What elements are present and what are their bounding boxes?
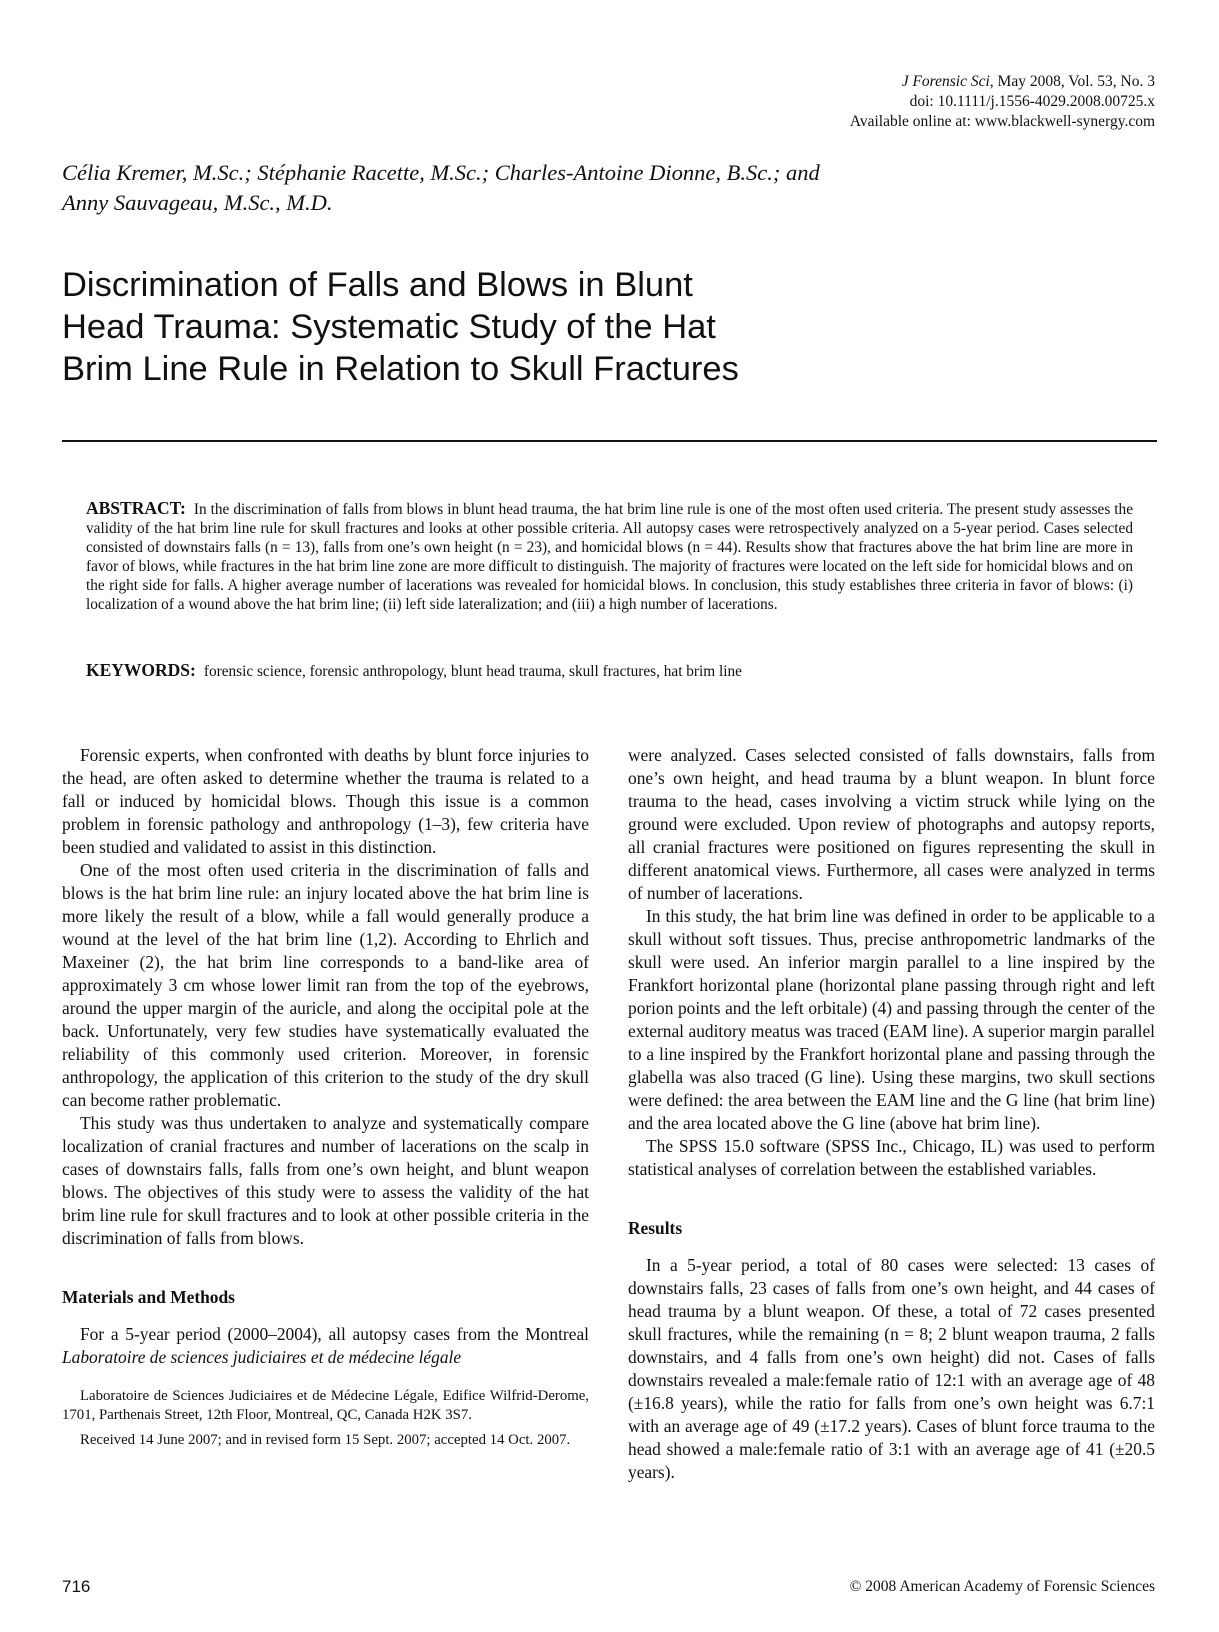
received-footnote: Received 14 June 2007; and in revised form 15 Sept. 2007; accepted 14 Oct. 2007. — [80, 1432, 571, 1448]
keywords-text: forensic science, forensic anthropology, blunt head trauma, skull fractures, hat brim line — [203, 663, 742, 680]
title-line-1: Discrimination of Falls and Blows in Blunt — [62, 266, 693, 304]
page-number: 716 — [62, 1577, 91, 1596]
abstract-text: In the discrimination of falls from blows in blunt head trauma, the hat brim line rule is one of the most often used criteria. The present study assesses the validity of the hat brim line rule for skull fractures and looks at other possible criteria. All autopsy cases were retrospectively analyzed on a 5-year period. Cases selected consisted of downstairs falls (n = 13), falls from one’s own height (n = 23), and homicidal blows (n = 44). Results show that fractures above the hat brim line are more in favor of blows, while fractures in the hat brim line zone are more difficult to distinguish. The majority of fractures were located on the left side for homicidal blows and on the right side for falls. A higher average number of lacerations was revealed for homicidal blows. In conclusion, this study establishes three criteria in favor of blows: (i) localization of a wound above the hat brim line; (ii) left side lateralization; and (iii) a high number of lacerations. — [86, 501, 1133, 613]
journal-name: J Forensic Sci, — [901, 73, 994, 90]
author-list — [62, 158, 1062, 218]
abstract — [86, 499, 1133, 614]
methods-text: For a 5-year period (2000–2004), all autopsy cases from the Montreal — [80, 1324, 589, 1344]
journal-header — [850, 72, 1155, 132]
methods-paragraph-1 — [62, 1323, 589, 1369]
affiliation-footnote: Laboratoire de Sciences Judiciaires et de Médecine Légale, Edifice Wilfrid-Derome, 1701, Parthenais Street, 12th Floor, Montreal, QC, Canada H2K 3S7. — [62, 1388, 589, 1423]
doi: doi: 10.1111/j.1556-4029.2008.00725.x — [909, 93, 1155, 110]
copyright: © 2008 American Academy of Forensic Sciences — [849, 1578, 1155, 1595]
author-line-1: Célia Kremer, M.Sc.; Stéphanie Racette, M.Sc.; Charles-Antoine Dionne, B.Sc.; and — [62, 160, 820, 185]
online-availability: Available online at: www.blackwell-synergy.com — [849, 113, 1155, 130]
title-line-3: Brim Line Rule in Relation to Skull Fractures — [62, 350, 739, 388]
keywords — [86, 660, 1133, 682]
author-line-2: Anny Sauvageau, M.Sc., M.D. — [62, 190, 333, 215]
methods-heading: Materials and Methods — [62, 1287, 235, 1307]
laboratory-name: Laboratoire de sciences judiciaires et de médecine légale — [62, 1347, 462, 1367]
methods-paragraph-3: The SPSS 15.0 software (SPSS Inc., Chicago, IL) was used to perform statistical analyses of correlation between the established variables. — [628, 1136, 1155, 1179]
right-column — [628, 744, 1155, 1484]
intro-paragraph-2: One of the most often used criteria in the discrimination of falls and blows is the hat brim line rule: an injury located above the hat brim line is more likely the result of a blow, while a fall would generally produce a wound at the level of the hat brim line (1,2). According to Ehrlich and Maxeiner (2), the hat brim line corresponds to a band-like area of approximately 3 cm whose lower limit ran from the top of the eyebrows, around the upper margin of the auricle, and along the occipital pole at the back. Unfortunately, very few studies have systematically evaluated the reliability of this commonly used criterion. Moreover, in forensic anthropology, the application of this criterion to the study of the dry skull can become rather problematic. — [62, 860, 589, 1110]
left-column — [62, 744, 589, 1450]
abstract-label: ABSTRACT: — [86, 498, 186, 518]
intro-paragraph-1: Forensic experts, when confronted with deaths by blunt force injuries to the head, are often asked to determine whether the trauma is related to a fall or induced by homicidal blows. Though this issue is a common problem in forensic pathology and anthropology (1–3), few criteria have been studied and validated to assist in this distinction. — [62, 745, 589, 857]
methods-paragraph-continued: were analyzed. Cases selected consisted of falls downstairs, falls from one’s own height, and head trauma by a blunt weapon. In blunt force trauma to the head, cases involving a victim struck while lying on the ground were excluded. Upon review of photographs and autopsy reports, all cranial fractures were positioned on figures representing the skull in different anatomical views. Furthermore, all cases were analyzed in terms of number of lacerations. — [628, 745, 1155, 903]
journal-citation — [850, 72, 1155, 92]
keywords-label: KEYWORDS: — [86, 660, 196, 680]
results-paragraph-1: In a 5-year period, a total of 80 cases were selected: 13 cases of downstairs falls, 23 cases of falls from one’s own height, and 44 cases of head trauma by a blunt weapon. Of these, a total of 72 cases presented skull fractures, while the remaining (n = 8; 2 blunt weapon trauma, 2 falls downstairs, and 4 falls from one’s own height) did not. Cases of falls downstairs revealed a male:female ratio of 12:1 with an average age of 48 (±16.8 years), while the ratio for falls from one’s own height was 6.7:1 with an average age of 49 (±17.2 years). Cases of blunt force trauma to the head showed a male:female ratio of 3:1 with an average age of 41 (±20.5 years). — [628, 1255, 1155, 1482]
footnotes — [62, 1387, 589, 1450]
journal-issue: May 2008, Vol. 53, No. 3 — [993, 73, 1155, 90]
title-divider — [62, 440, 1157, 442]
methods-paragraph-2: In this study, the hat brim line was defined in order to be applicable to a skull without soft tissues. Thus, precise anthropometric landmarks of the skull were used. An inferior margin parallel to a line inspired by the Frankfort horizontal plane (horizontal plane passing through right and left porion points and the left orbitale) (4) and passing through the center of the external auditory meatus was traced (EAM line). A superior margin parallel to a line inspired by the Frankfort horizontal plane and passing through the glabella was also traced (G line). Using these margins, two skull sections were defined: the area between the EAM line and the G line (hat brim line) and the area located above the G line (above hat brim line). — [628, 906, 1155, 1133]
title-line-2: Head Trauma: Systematic Study of the Hat — [62, 308, 716, 346]
intro-paragraph-3: This study was thus undertaken to analyze and systematically compare localization of cranial fractures and number of lacerations on the scalp in cases of downstairs falls, falls from one’s own height, and blunt weapon blows. The objectives of this study were to assess the validity of the hat brim line rule for skull fractures and to look at other possible criteria in the discrimination of falls from blows. — [62, 1113, 589, 1248]
results-heading: Results — [628, 1218, 683, 1238]
article-title — [62, 264, 1062, 390]
